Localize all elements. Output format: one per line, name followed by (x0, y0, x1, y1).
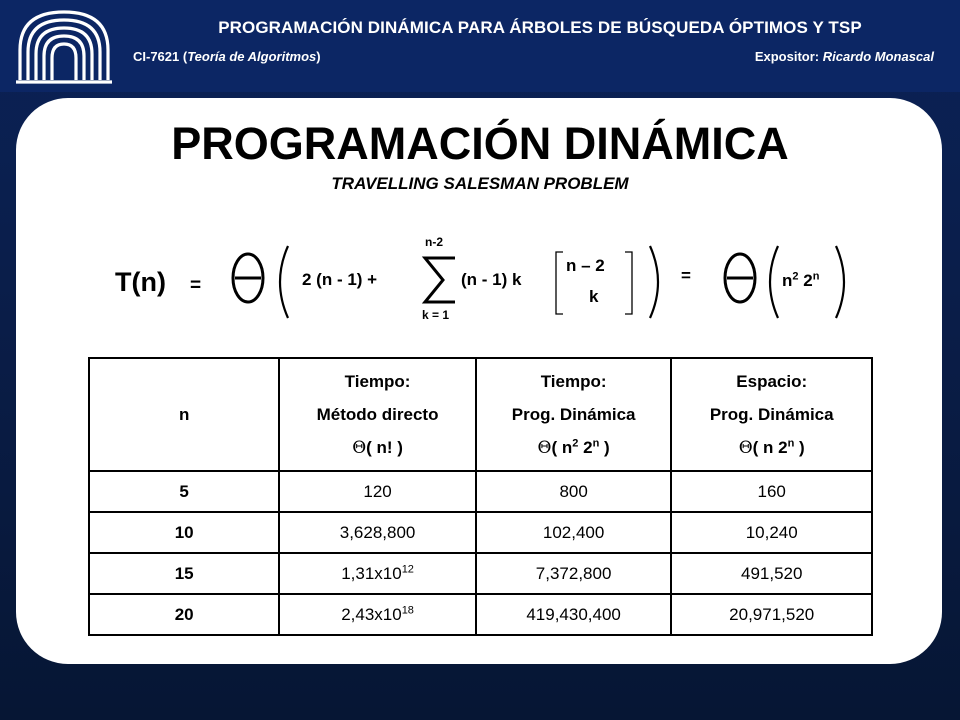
header-n: n (89, 358, 279, 471)
formula-equals-1: = (190, 275, 202, 296)
cell-dp-space: 10,240 (671, 512, 872, 553)
cell-direct: 120 (279, 471, 476, 512)
sum-lower-limit: k = 1 (422, 308, 450, 322)
formula-equals-2: = (681, 266, 691, 285)
table-row (89, 553, 872, 594)
university-logo-icon (14, 6, 114, 86)
formula-rhs: $n^2$ 2$^n$ (782, 270, 820, 290)
cell-direct: $2,43x10^{18}$ (279, 594, 476, 635)
summation-sigma-icon (421, 254, 459, 306)
left-paren-icon (270, 244, 292, 320)
cell-dp-space: 160 (671, 471, 872, 512)
left-paren-icon (760, 244, 782, 320)
right-paren-icon (646, 244, 668, 320)
theta-symbol-icon (228, 250, 268, 306)
cell-direct: 3,628,800 (279, 512, 476, 553)
complexity-table (88, 357, 873, 636)
formula-lhs: T(n) (115, 267, 166, 297)
theta-symbol-icon (720, 250, 760, 306)
header-direct-method: Tiempo: Método directo Θ( n! ) (279, 358, 476, 471)
presentation-title: PROGRAMACIÓN DINÁMICA PARA ÁRBOLES DE BÚSQUEDA ÓPTIMOS Y TSP (218, 18, 862, 37)
recurrence-formula (0, 222, 960, 332)
cell-dp-time: 102,400 (476, 512, 672, 553)
cell-n: 15 (89, 553, 279, 594)
cell-n: 20 (89, 594, 279, 635)
sum-term: (n - 1) k (461, 270, 522, 289)
slide-subtitle: TRAVELLING SALESMAN PROBLEM (331, 174, 629, 193)
header-dp-time: Tiempo: Prog. Dinámica Θ( $n^2$ 2$^n$ ) (476, 358, 672, 471)
table-row (89, 471, 872, 512)
cell-dp-time: 419,430,400 (476, 594, 672, 635)
cell-dp-time: 800 (476, 471, 672, 512)
presenter-label: Expositor: Ricardo Monascal (754, 49, 934, 64)
binomial-bottom: k (589, 287, 599, 306)
binomial-top: n – 2 (566, 256, 605, 275)
table-row (89, 594, 872, 635)
table-row (89, 512, 872, 553)
cell-direct: $1,31x10^{12}$ (279, 553, 476, 594)
cell-dp-time: 7,372,800 (476, 553, 672, 594)
cell-dp-space: 20,971,520 (671, 594, 872, 635)
sum-upper-limit: n-2 (425, 235, 443, 249)
header-dp-space: Espacio: Prog. Dinámica Θ( n 2$^n$ ) (671, 358, 872, 471)
slide-title: PROGRAMACIÓN DINÁMICA (171, 118, 789, 169)
formula-term1: 2 (n - 1) + (302, 270, 378, 289)
slide-header (0, 0, 960, 92)
table-header-row (89, 358, 872, 471)
right-paren-icon (832, 244, 854, 320)
cell-dp-space: 491,520 (671, 553, 872, 594)
binomial-right-bracket-icon (623, 250, 635, 316)
cell-n: 10 (89, 512, 279, 553)
cell-n: 5 (89, 471, 279, 512)
binomial-left-bracket-icon (553, 250, 565, 316)
course-label: CI-7621 (Teoría de Algoritmos) (133, 49, 321, 64)
